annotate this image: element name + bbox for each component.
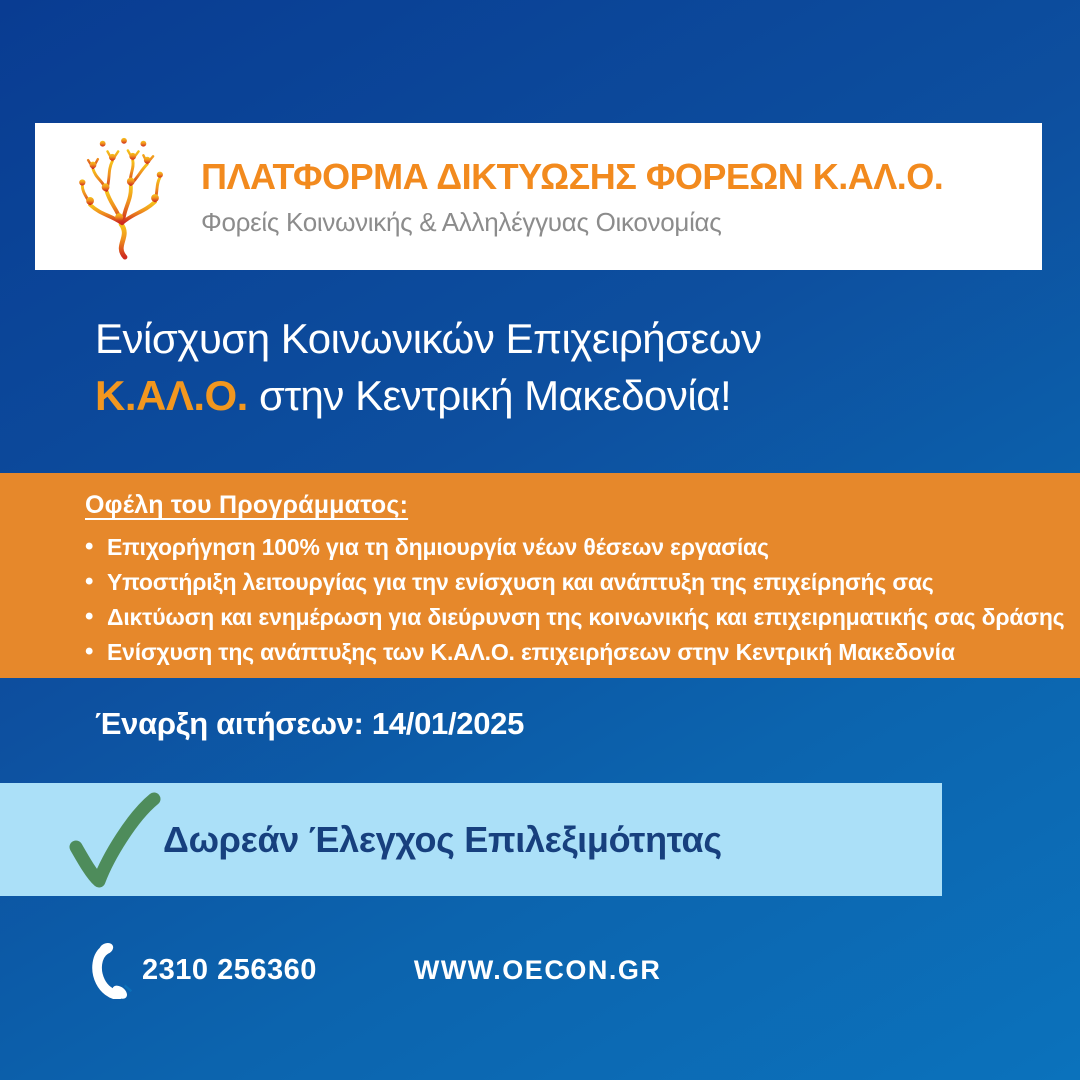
benefits-heading: Οφέλη του Προγράμματος: — [85, 491, 409, 519]
applications-start-date: Έναρξη αιτήσεων: 14/01/2025 — [95, 706, 525, 741]
hero-line2-rest: στην Κεντρική Μακεδονία! — [247, 372, 732, 419]
header-card — [35, 123, 1042, 270]
website-url: WWW.OECON.GR — [413, 954, 662, 985]
benefit-item: • Επιχορήγηση 100% για τη δημιουργία νέων θέσεων εργασίας — [85, 536, 1040, 559]
hero-accent: Κ.ΑΛ.Ο. — [95, 372, 248, 419]
brand-title: ΠΛΑΤΦΟΡΜΑ ΔΙΚΤΥΩΣΗΣ ΦΟΡΕΩΝ Κ.ΑΛ.Ο. — [201, 155, 944, 197]
eligibility-label: Δωρεάν Έλεγχος Επιλεξιμότητας — [163, 818, 722, 860]
phone-icon — [90, 941, 134, 999]
brand-block — [201, 156, 943, 238]
footer-contact — [90, 941, 661, 999]
benefit-item: • Υποστήριξη λειτουργίας για την ενίσχυση και ανάπτυξη της επιχείρησής σας — [85, 571, 1040, 594]
benefit-item: • Ενίσχυση της ανάπτυξης των Κ.ΑΛ.Ο. επιχειρήσεων στην Κεντρική Μακεδονία — [85, 641, 1040, 664]
benefits-band — [0, 473, 1080, 678]
checkmark-icon — [66, 789, 162, 889]
hero-title — [95, 310, 1025, 424]
benefits-list — [85, 534, 1065, 665]
benefit-item: • Δικτύωση και ενημέρωση για διεύρυνση της κοινωνικής και επιχειρηματικής σας δράσης — [85, 606, 1040, 629]
phone-number: 2310 256360 — [142, 953, 317, 986]
hero-line1: Ενίσχυση Κοινωνικών Επιχειρήσεων — [95, 315, 762, 362]
brand-subtitle: Φορείς Κοινωνικής & Αλληλέγγυας Οικονομίας — [201, 206, 722, 237]
eligibility-band — [0, 783, 942, 896]
people-tree-logo-icon — [63, 134, 185, 260]
hero-line2 — [95, 367, 1025, 424]
